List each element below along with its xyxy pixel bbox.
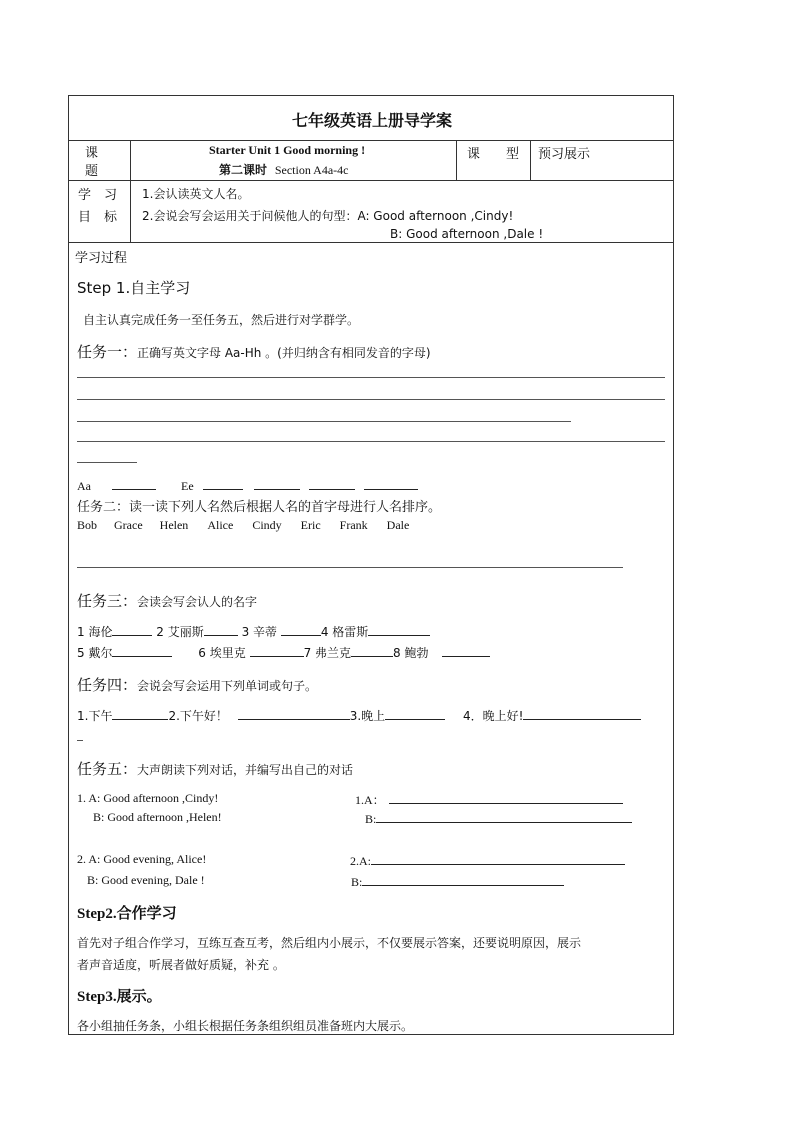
answer-blank[interactable] [362,873,564,886]
answer-blank[interactable] [376,810,632,823]
name-item: Alice [207,518,234,532]
answer-line [77,740,83,741]
blank[interactable] [238,707,350,720]
task1-aa: Aa [77,479,91,493]
blank[interactable] [309,477,355,490]
blank-ee[interactable] [203,477,243,490]
topic-label: 题 [85,164,99,179]
blank[interactable] [523,707,641,720]
name-item: Eric [300,518,321,532]
dialog-line: B: Good afternoon ,Helen! [93,810,222,824]
name-item: Helen [159,518,189,532]
step2-desc: 者声音适度，听展者做好质疑，补充 。 [77,958,285,972]
step3-text: Step3.展示。 [77,989,162,1005]
col-divider [530,140,531,180]
process-heading: 学习过程 [75,251,128,266]
task4-item: 2.下午好！ [168,709,228,723]
dialog-line: B: Good evening, Dale ! [87,873,205,887]
name-cn: 5 戴尔 [77,646,113,660]
task4-item: 1.下午 [77,709,113,723]
task5-desc: 大声朗读下列对话，并编写出自己的对话 [137,763,354,777]
task4-item: 3.晚上 [349,709,386,723]
worksheet-table [68,95,674,1035]
blank[interactable] [351,644,393,657]
type-value: 预习展示 [538,147,591,162]
blank[interactable] [364,477,418,490]
task2-names [77,518,409,533]
name-cn: 6 埃里克 [198,646,246,660]
step3-desc: 各小组抽任务条，小组长根据任务条组织组员准备班内大展示。 [77,1019,414,1033]
blank[interactable] [112,707,168,720]
step1-heading: Step 1.自主学习 [77,279,191,297]
goals-label: 目 标 [78,210,118,225]
goal-line: 2.会说会写会运用关于问候他人的句型：A: Good afternoon ,Cindy! [142,209,514,223]
answer-label: 1.A： [355,793,385,807]
task3-title: 任务三： [77,592,138,610]
step2-text: Step2.合作学习 [77,906,177,922]
name-cn: 3 辛蒂 [241,625,278,639]
task5-title: 任务五： [77,760,138,778]
topic-line-1: Starter Unit 1 Good morning ! [209,143,366,157]
name-item: Bob [77,518,98,532]
blank[interactable] [204,623,238,636]
goals-label: 学 习 [78,188,118,203]
step2-desc: 首先对子组合作学习，互练互查互考，然后组内小展示，不仅要展示答案，还要说明原因，展示 [77,936,582,950]
task2-title: 任务二：读一读下列人名然后根据人名的首字母进行人名排序。 [77,500,442,515]
answer-blank[interactable] [371,852,625,865]
answer-line [77,421,571,422]
topic-line-2-cn: 第二课时 [219,163,268,177]
task4-item: 4．晚上好! [463,709,524,723]
answer-label: B: [365,812,377,826]
task1-desc: 正确写英文字母 Aa-Hh 。(并归纳含有相同发音的字母) [137,346,431,360]
answer-blank[interactable] [389,791,623,804]
col-divider [456,140,457,180]
blank[interactable] [281,623,321,636]
blank-aa[interactable] [112,477,156,490]
blank[interactable] [368,623,430,636]
name-item: Grace [114,518,143,532]
answer-label: B: [351,875,363,889]
name-item: Cindy [252,518,282,532]
answer-label: 2.A: [350,854,371,868]
col-divider [130,140,131,242]
task3-desc: 会读会写会认人的名字 [137,595,258,609]
step3-heading [77,985,162,1006]
blank[interactable] [254,477,300,490]
blank[interactable] [442,644,490,657]
topic-label: 课 [85,146,99,161]
answer-line [77,377,665,378]
name-cn: 1 海伦 [77,625,113,639]
topic-line-2-en: Section A4a-4c [274,163,349,177]
blank[interactable] [112,623,152,636]
name-cn: 8 鲍勃 [393,646,429,660]
type-label: 课 型 [467,147,520,162]
name-item: Frank [339,518,368,532]
answer-line [77,462,137,463]
task1-ee: Ee [181,479,194,493]
row-divider [69,242,673,243]
blank[interactable] [250,644,304,657]
step1-desc: 自主认真完成任务一至任务五，然后进行对学群学。 [83,313,360,327]
goal-line: 1.会认读英文人名。 [142,187,250,201]
answer-line [77,567,623,568]
name-cn: 7 弗兰克 [303,646,352,660]
dialog-line: 1. A: Good afternoon ,Cindy! [77,791,219,805]
name-item: Dale [386,518,410,532]
name-cn: 2 艾丽斯 [156,625,204,639]
step2-heading [77,902,177,923]
blank[interactable] [385,707,445,720]
answer-line [77,399,665,400]
page-title: 七年级英语上册导学案 [291,111,452,130]
blank[interactable] [112,644,172,657]
row-divider [69,180,673,181]
task4-desc: 会说会写会运用下列单词或句子。 [137,679,318,693]
row-divider [69,140,673,141]
task4-title: 任务四： [77,676,138,694]
dialog-line: 2. A: Good evening, Alice! [77,852,207,866]
answer-line [77,441,665,442]
name-cn: 4 格雷斯 [320,625,369,639]
goal-line: B: Good afternoon ,Dale ! [390,227,544,241]
task1-title: 任务一： [77,343,138,361]
